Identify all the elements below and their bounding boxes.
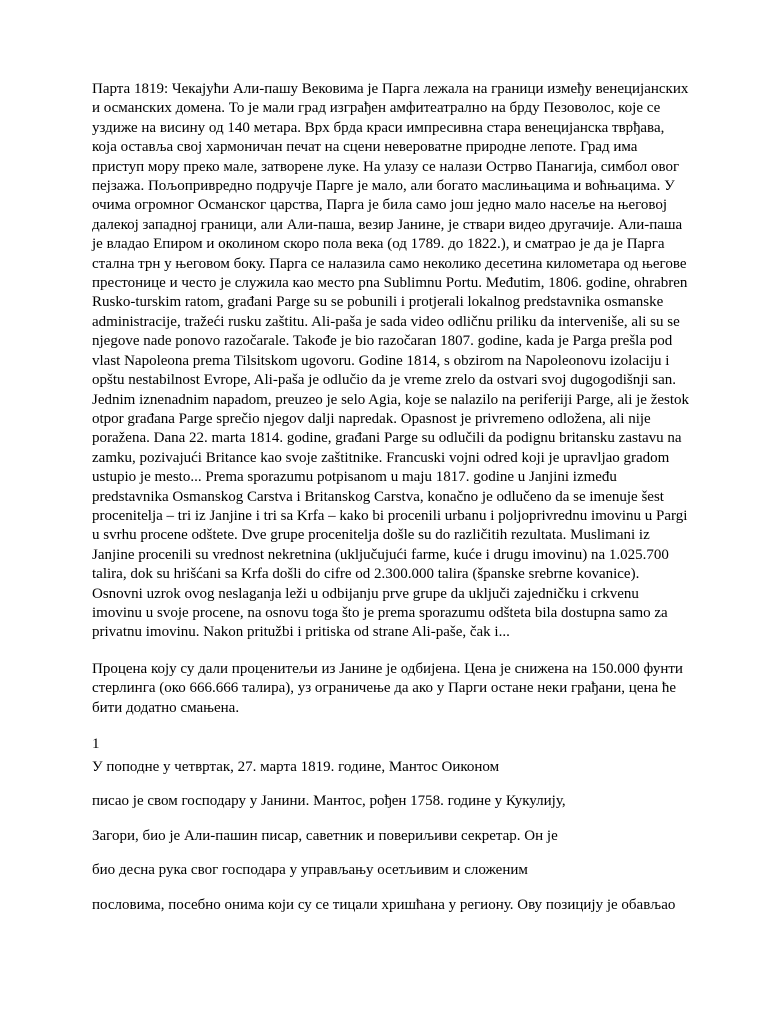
page-number: 1 [92, 736, 100, 752]
main-text-block [92, 80, 692, 754]
lower-text-block [92, 758, 692, 915]
paragraph-valuation: Процена коју су дали проценитељи из Јанине је одбијена. Цена је снижена на 150.000 фунти стерлинга (око 666.666 талира), уз ограничење да ако у Парги остане неки грађани, цена ће бити додатно смањена. [92, 660, 683, 716]
text-line: био десна рука свог господара у управљању осетљивим и сложеним [92, 862, 528, 879]
text-line: У поподне у четвртак, 27. марта 1819. године, Мантос Оиконом [92, 759, 500, 775]
text-line: писао је свом господару у Јанини. Мантос, рођен 1758. године у Кукулију, [92, 793, 566, 810]
paragraph-parga-history: Парта 1819: Чекајући Али-пашу Вековима је Парга лежала на граници између венецијанских и османских домена. То је мали град изграђен амфитеатрално на брду Пезоволос, које се уздиже на висину од 140 метара. Врх брда краси импресивна стара венецијанска тврђава, која оставља свој хармоничан печат на сцени невероватне природне лепоте. Град има приступ мору преко мале, затворене луке. На улазу се налази Острво Панагија, симбол овог пејзажа. Пољопривредно подручје Парге је мало, али богато маслињацима и воћњацима. У очима огромног Османског царства, Парга је била само још једно мало насеље на његовој далекој западној граници, али Али-паша, везир Јанине, је ствари видео другачије. Али-паша је владао Епиром и околином скоро пола века (од 1789. до 1822.), и сматрао је да је Парга стална трн у његовом боку. Парга се налазила само неколико десетина километара од његове престонице и често је служила као место pna Sublimnu Portu. Međutim, 1806. godine, ohrabren Rusko-turskim ratom, građani Parge su se pobunili i protjerali lokalnog predstavnika osmanske administracije, tražeći rusku zaštitu. Ali-paša je sada video odličnu priliku da interveniše, ali su se njegove nade ponovo razočarale. Takođe je bio razočaran 1807. godine, kada je Parga prešla pod vlast Napoleona prema Tilsitskom ugovoru. Godine 1814, s obzirom na Napoleonovu izolaciju i opštu nestabilnost Evrope, Ali-paša je odlučio da je vreme zrelo da ostvari svoj dugogodišnji san. Jednim iznenadnim napadom, preuzeo je selo Agia, koje se nalazilo na periferiji Parge, ali je žestok otpor građana Parge sprečio njegov dalji napredak. Opasnost je privremeno odložena, ali nije poražena. Dana 22. marta 1814. godine, građani Parge su odlučili da podignu britansku zastavu na zamku, pozivajući Britance kao svoje zaštitnike. Francuski vojni odred koji je upravljao gradom ustupio je mesto... Prema sporazumu potpisanom u maju 1817. godine u Janjini između predstavnika Osmanskog Carstva i Britanskog Carstva, konačno je odlučeno da se imenuje šest procenitelja – tri iz Janjine i tri sa Krfa – kako bi procenili urbanu i poljoprivrednu imovinu u Pargi u svrhu procene odštete. Dve grupe procenitelja došle su do različitih rezultata. Muslimani iz Janjine procenili su vrednost nekretnina (uključujući farme, kuće i drugu imovinu) na 1.025.700 talira, dok su hrišćani sa Krfa došli do cifre od 2.300.000 talira (španske srebrne kovanice). Osnovni uzrok ovog neslaganja leži u odbijanju prve grupe da uključi zajedničku i crkvenu imovinu u svoje procene, na osnovu toga što je prema sporazumu odšteta bila dostupna samo za privatnu imovinu. Nakon pritužbi i pritiska od strane Ali-paše, čak i... [92, 81, 690, 641]
text-line: Загори, био је Али-пашин писар, саветник и повериљиви секретар. Он је [92, 827, 558, 844]
text-line: пословима, посебно онима који су се тицали хришћана у региону. Ову позицију је обављао [92, 896, 676, 913]
